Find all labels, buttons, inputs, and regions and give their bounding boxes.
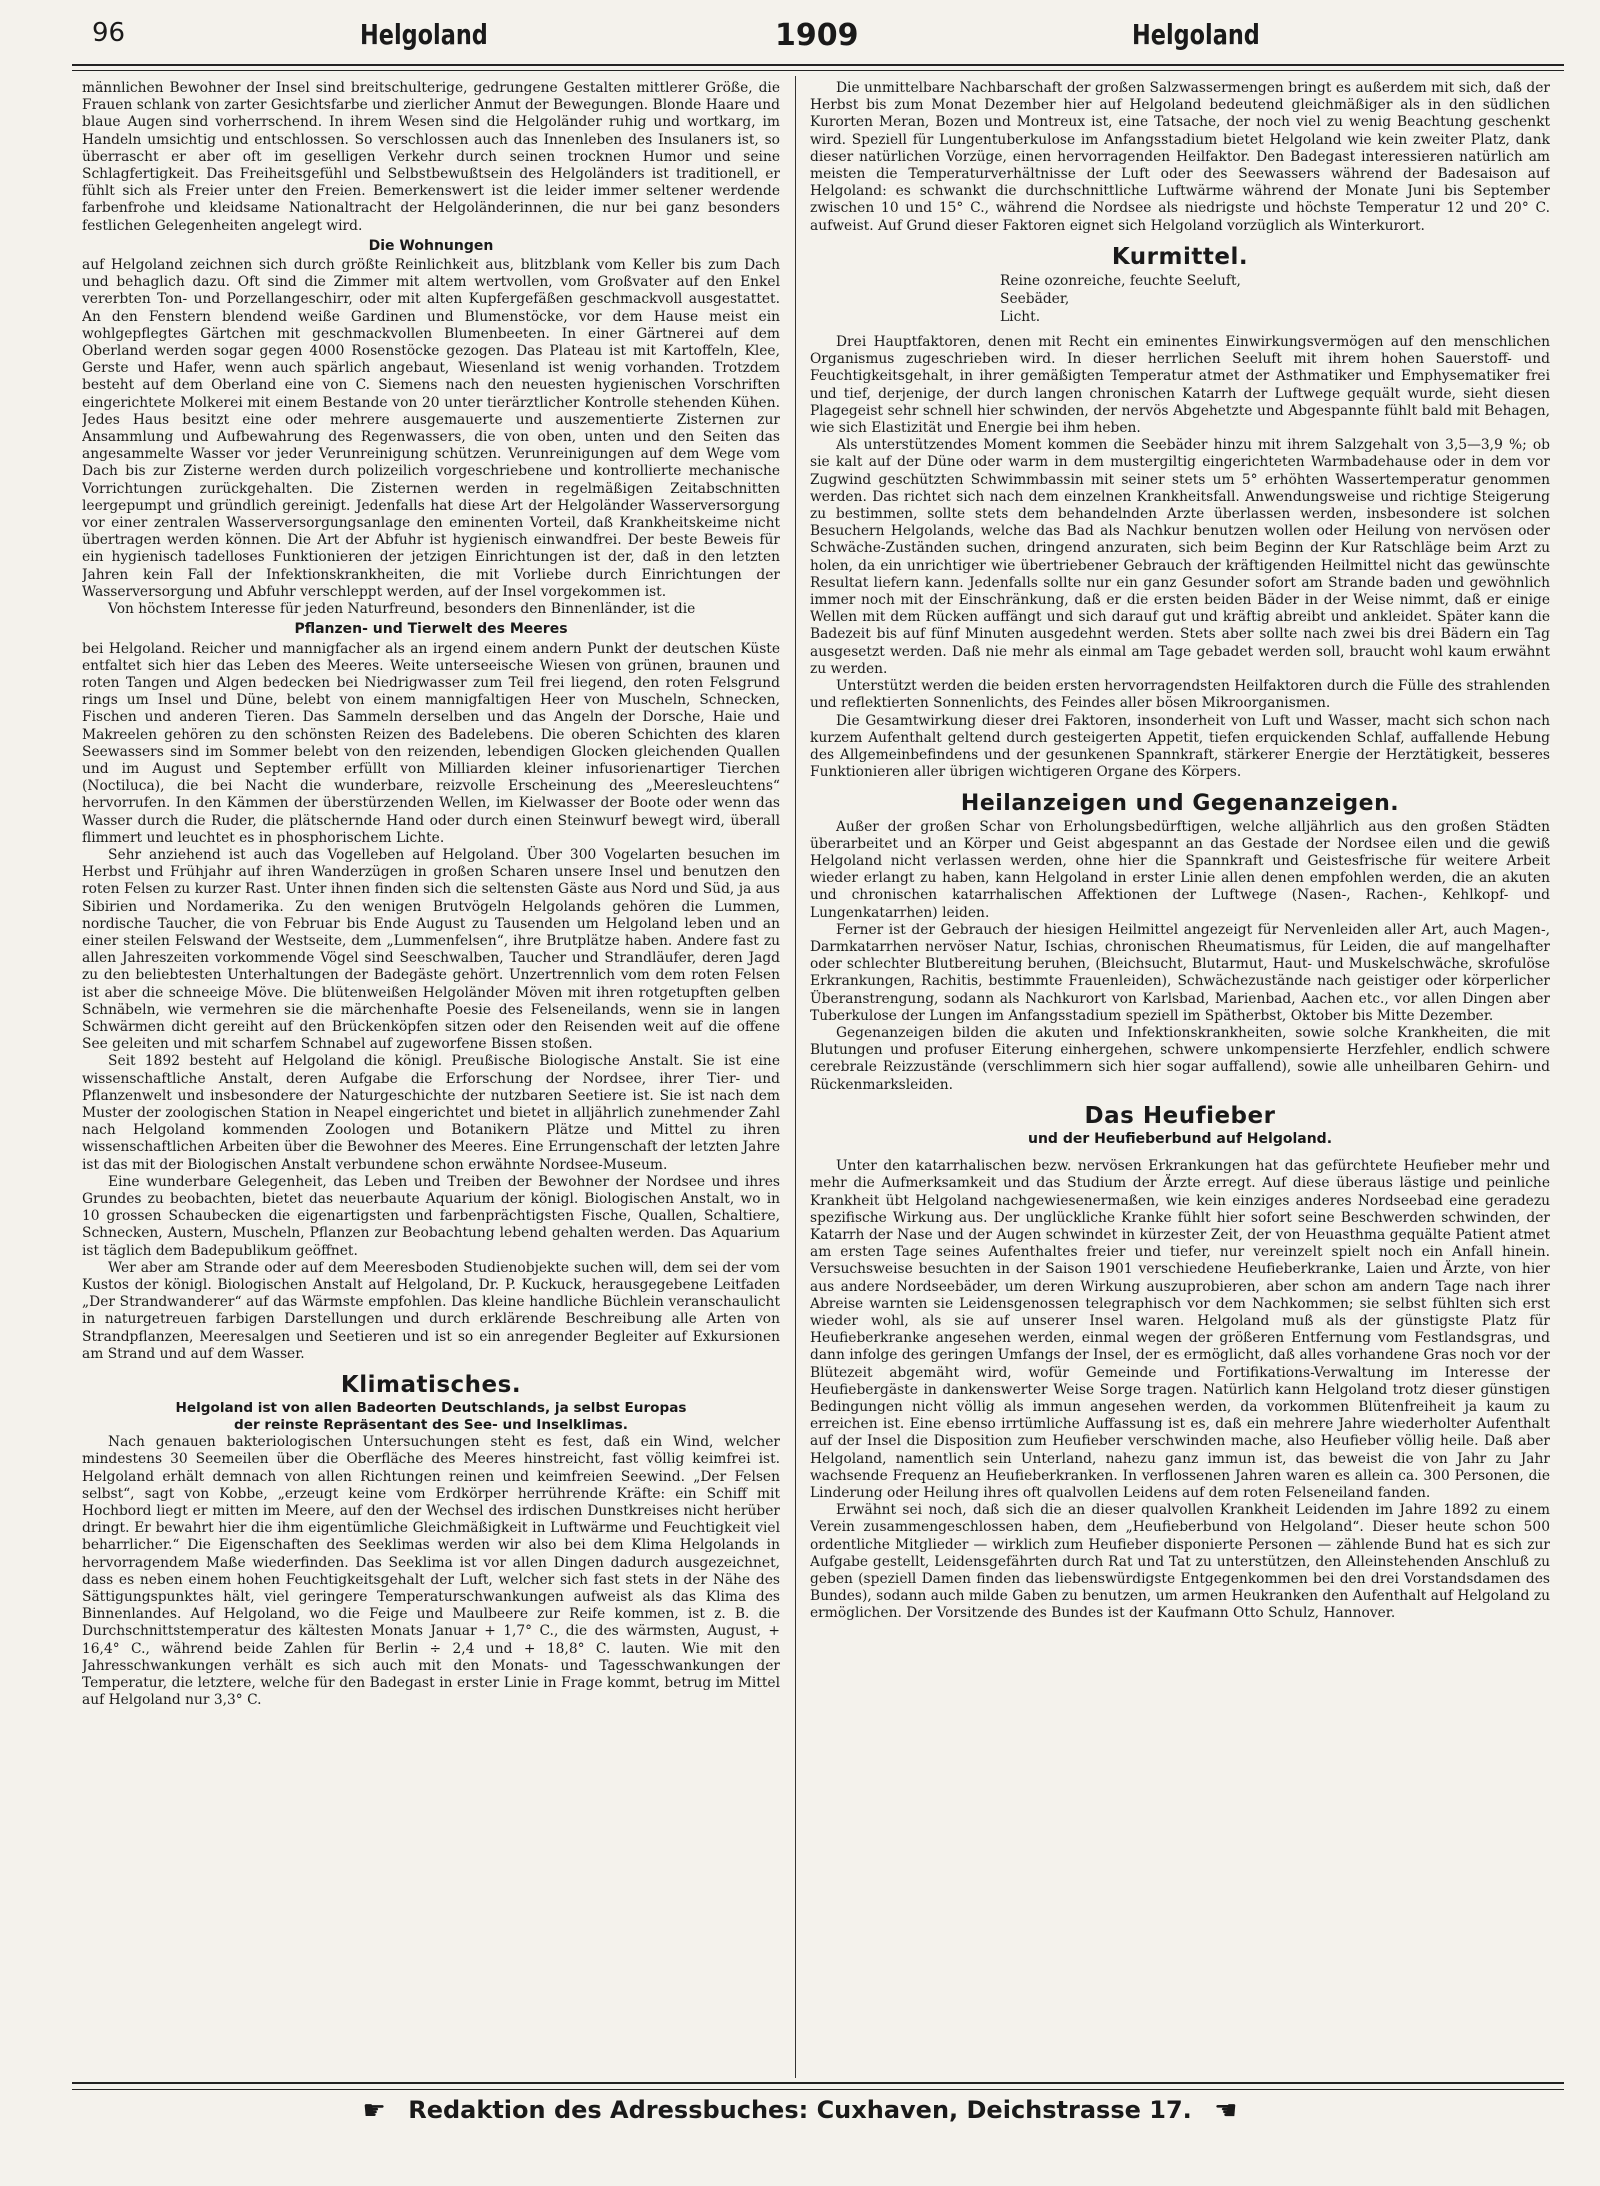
left-running-title: Helgoland bbox=[360, 18, 488, 51]
page-number: 96 bbox=[92, 18, 126, 48]
paragraph-herbst: Die unmittelbare Nachbarschaft der großen Salzwassermengen bringt es außerdem mit sich, daß der Herbst bis zum Monat Dezember hier auf Helgoland bedeutend gleichmäßiger als in den südlichen Kurorten Meran, Bozen und Montreux ist, eine Tatsache, der noch viel zu wenig Beachtung geschenkt wird. Speziell für Lungentuberkulose im Anfangsstadium bietet Helgoland wie kein zweiter Platz, dank dieser natürlichen Vorzüge, einen hervorragenden Heilfaktor. Den Badegast interessieren natürlich am meisten die Temperaturverhältnisse der Luft oder des Seewassers während der Badesaison auf Helgoland: es schwankt die durchschnittliche Luftwärme während der Monate Juni bis September zwischen 10 und 15° C., während die Nordsee als niedrigste und höchste Temperatur 12 und 20° C. aufweist. Auf Grund dieser Faktoren eignet sich Helgoland vorzüglich als Winterkurort. bbox=[810, 80, 1550, 234]
left-column bbox=[82, 80, 780, 2075]
subheading-heufieberbund: und der Heufieberbund auf Helgoland. bbox=[1027, 1130, 1333, 1147]
heading-wohnungen: Die Wohnungen bbox=[368, 237, 494, 254]
paragraph-seebaeder: Als unterstützendes Moment kommen die Seebäder hinzu mit ihrem Salzgehalt von 3,5—3,9 %; ob sie kalt auf der Düne oder warm in dem mustergiltig eingerichteten Warmbadehause oder in dem vor Zugwind geschützten Schwimmbassin mit seiner stets um 5° erhöhten Wassertemperatur genommen werden. Das richtet sich nach dem einzelnen Krankheitsfall. Anwendungsweise und richtige Steigerung zu bestimmen, sollte stets dem behandelnden Arzte überlassen werden, insbesondere ist solchen Besuchern Helgolands, welche das Bad als Nachkur benutzen wollen oder Heilung von nervösen oder Schwäche-Zuständen suchen, dringend anzuraten, sich beim Beginn der Kur Ratschläge beim Arzt zu holen, da ein unrichtiger wie übertriebener Gebrauch der kräftigenden Heilmittel nicht das gewünschte Resultat liefern kann. Jedenfalls sollte nur ein ganz Gesunder sofort am Strande baden und gewöhnlich immer noch mit der Einschränkung, daß er die ersten beiden Bäder in der Weise nimmt, daß er einige Wellen mit dem Rücken auffängt und sich darauf gut und kräftig abreibt und ankleidet. Später kann die Badezeit bis auf fünf Minuten ausgedehnt werden. Stets aber sollte nach zwei bis drei Bädern ein Tag ausgesetzt werden. Daß nie mehr als einmal am Tage gebadet werden soll, braucht wohl kaum erwähnt zu werden. bbox=[810, 437, 1550, 677]
paragraph-vogelleben: Sehr anziehend ist auch das Vogelleben auf Helgoland. Über 300 Vogelarten besuchen im Herbst und Frühjahr auf ihren Wanderzügen in großen Scharen unsere Insel und benutzen den roten Felsen zu kurzer Rast. Unter ihnen finden sich die seltensten Gäste aus Nord und Süd, ja aus Sibirien und Nordamerika. Zu den wenigen Brutvögeln Helgolands gehören die Lummen, nordische Taucher, die von Februar bis Ende August zu Tausenden um Helgoland leben und an einer steilen Felswand der Westseite, dem „Lummenfelsen“, ihre Brutplätze haben. Andere fast zu allen Jahreszeiten vorkommende Vögel sind Seeschwalben, Taucher und Strandläufer, deren Jagd zu den beliebtesten Unterhaltungen der Badegäste gehört. Unzertrennlich vom dem roten Felsen ist aber die schneeige Möve. Die blütenweißen Helgoländer Möven mit ihren rotgetupften gelben Schnäbeln, wie vermehren sie die märchenhafte Poesie des Felseneilands, wenn sie in langen Schwärmen dicht gereiht auf den Brückenköpfen sitzen oder den Reisenden weit auf die offene See geleiten und mit scharfem Schnabel auf zugeworfene Bissen stoßen. bbox=[82, 846, 780, 1053]
footer-banner bbox=[0, 2096, 1600, 2136]
paragraph-hauptfaktoren: Drei Hauptfaktoren, denen mit Recht ein eminentes Einwirkungsvermögen auf den menschlichen Organismus zugeschrieben wird. In dieser herrlichen Seeluft mit ihrem hohen Sauerstoff- und Feuchtigkeitsgehalt, in ihrer gemäßigten Temperatur atmet der Asthmatiker und Emphysematiker frei und tief, derjenige, der durch langen chronischen Katarrh der Luftwege gequält wurde, sieht diesen Plagegeist sehr schnell hier schwinden, der nervös Abgehetzte und Abgespannte fühlt bald mit Behagen, wie sich Elastizität und Energie bei ihm heben. bbox=[810, 334, 1550, 437]
pointing-hand-left-icon: ☚ bbox=[1214, 2096, 1238, 2126]
paragraph-gegenanzeigen: Gegenanzeigen bilden die akuten und Infektionskrankheiten, sowie solche Krankheiten, die mit Blutungen und profuser Eiterung einhergehen, schwere unkompensierte Herzfehler, endlich schwere cerebrale Reizzustände (verschlimmern sich hier sogar auffallend), sowie alle unheilbaren Gehirn- und Rückenmarksleiden. bbox=[810, 1024, 1550, 1093]
heading-heufieber: Das Heufieber bbox=[1084, 1102, 1276, 1129]
paragraph-sonnenlicht: Unterstützt werden die beiden ersten hervorragendsten Heilfaktoren durch die Fülle des strahlenden und reflektierten Sonnenlichts, des Feindes aller bösen Mikroorganismen. bbox=[810, 678, 1550, 712]
heading-kurmittel: Kurmittel. bbox=[1111, 243, 1249, 270]
klima-intro-line-2: der reinste Repräsentant des See- und Inselklimas. bbox=[234, 1417, 628, 1434]
paragraph-gesamtwirkung: Die Gesamtwirkung dieser drei Faktoren, insonderheit von Luft und Wasser, macht sich schon nach kurzem Aufenthalt geltend durch gesteigerten Appetit, tiefen erquickenden Schlaf, auffallende Hebung des Allgemeinbefindens und der gesunkenen Spannkraft, stärkerer Energie der Herztätigkeit, besseres Funktionieren aller übrigen wichtigeren Organe des Körpers. bbox=[810, 712, 1550, 781]
paragraph-erholung: Außer der großen Schar von Erholungsbedürftigen, welche alljährlich aus den großen Städten überarbeitet und an Körper und Geist abgespannt an das Gestade der Nordsee eilen und die gewiß Helgoland nicht verlassen werden, ohne hier die Spannkraft und Geistesfrische für weitere Arbeit wieder erlangt zu haben, kann Helgoland in erster Linie allen denen empfohlen werden, die an akuten und chronischen katarrhalischen Affektionen der Luftwege (Nasen-, Rachen-, Kehlkopf- und Lungenkatarrhen) leiden. bbox=[810, 818, 1550, 921]
column-separator bbox=[795, 76, 796, 2078]
heading-heilanzeigen: Heilanzeigen und Gegenanzeigen. bbox=[960, 791, 1400, 817]
paragraph-naturfreund: Von höchstem Interesse für jeden Naturfreund, besonders den Binnenländer, ist die bbox=[108, 601, 696, 618]
right-column bbox=[810, 80, 1550, 2075]
paragraph-inhabitants: männlichen Bewohner der Insel sind breitschulterige, gedrungene Gestalten mittlerer Größe, die Frauen schlank von zarter Gesichtsfarbe und zierlicher Anmut der Bewegungen. Blonde Haare und blaue Augen sind vorherrschend. In ihrem Wesen sind die Helgoländer ruhig und wortkarg, im Handeln umsichtig und entschlossen. So verschlossen auch das Innenleben des Insulaners ist, so überrascht er aber oft im geselligen Verkehr durch seinen trocknen Humor und seine Schlagfertigkeit. Das Freiheitsgefühl und Selbstbewußtsein des Helgoländers ist traditionell, er fühlt sich als Freier unter den Freien. Bemerkenswert ist die leider immer seltener werdende farbenfrohe und kleidsame Nationaltracht der Helgoländerinnen, die nur bei ganz besonders festlichen Gelegenheiten angelegt wird. bbox=[82, 80, 780, 234]
header-rule-thin bbox=[72, 70, 1564, 71]
year-title: 1909 bbox=[775, 18, 859, 53]
paragraph-wohnungen: auf Helgoland zeichnen sich durch größte Reinlichkeit aus, blitzblank vom Keller bis zum Dach und behaglich dazu. Oft sind die Zimmer mit altem wertvollen, vom Großvater auf den Enkel vererbten Ton- und Porzellangeschirr, oder mit alten Kupfergefäßen geschmackvoll ausgestattet. An den Fenstern blendend weiße Gardinen und Blumenstöcke, vor dem Hause meist ein wohlgepflegtes Gärtchen mit geschmackvollen Blumenbeeten. In einer Gärtnerei auf dem Oberland werden sogar gegen 4000 Rosenstöcke gezogen. Das Plateau ist mit Kartoffeln, Klee, Gerste und Hafer, wenn auch spärlich angebaut, Wiesenland ist wenig vorhanden. Trotzdem besteht auf dem Oberland eine von C. Siemens nach den neuesten hygienischen Vorschriften eingerichtete Molkerei mit einem Bestande von 20 unter tierärztlicher Kontrolle stehenden Kühen. Jedes Haus besitzt eine oder mehrere ausgemauerte und auszementierte Zisternen zur Ansammlung und Aufbewahrung des Regenwassers, die von oben, unten und den Seiten das angesammelte Wasser vor jeder Verunreinigung schützen. Verunreinigungen auf dem Wege vom Dach bis zur Zisterne werden durch polizeilich vorgeschriebene und kontrollierte mechanische Vorrichtungen zurückgehalten. Die Zisternen werden in regelmäßigen Zeitabschnitten leergepumpt und gründlich gereinigt. Jedenfalls hat diese Art der Helgoländer Wasserversorgung vor einer zentralen Wasserversorgungsanlage den eminenten Vorteil, daß Krankheitskeime nicht übertragen werden können. Die Art der Abfuhr ist hygienisch einwandfrei. Der beste Beweis für ein hygienisch tadelloses Funktionieren der jetzigen Einrichtungen ist der, daß in den letzten Jahren kein Fall der Infektionskrankheiten, die mit Vorliebe durch Einrichtungen der Wasserversorgung und Abfuhr verschleppt werden, auf der Insel vorgekommen ist. bbox=[82, 257, 780, 600]
header-rule bbox=[72, 64, 1564, 66]
footer-rule bbox=[72, 2082, 1564, 2084]
paragraph-biologische-anstalt: Seit 1892 besteht auf Helgoland die königl. Preußische Biologische Anstalt. Sie ist eine wissenschaftliche Anstalt, deren Aufgabe die Erforschung der Nordsee, ihrer Tier- und Pflanzenwelt und insbesondere der Naturgeschichte der nutzbaren Seetiere ist. Sie ist nach dem Muster der zoologischen Station in Neapel eingerichtet und bietet in alljährlich zunehmender Zahl nach Helgoland kommenden Zoologen und Botanikern Plätze und Mittel zu ihren wissenschaftlichen Arbeiten über die Bewohner des Meeres. Eine Errungenschaft der letzten Jahre ist das mit der Biologischen Anstalt verbundene schon erwähnte Nordsee-Museum. bbox=[82, 1053, 780, 1173]
kurmittel-item: Seebäder, bbox=[1000, 291, 1070, 308]
pointing-hand-right-icon: ☛ bbox=[362, 2096, 386, 2126]
footer-rule-thin bbox=[72, 2089, 1564, 2090]
kurmittel-list bbox=[1000, 272, 1550, 326]
heading-pflanzen-tierwelt: Pflanzen- und Tierwelt des Meeres bbox=[294, 621, 568, 638]
paragraph-meeresleben: bei Helgoland. Reicher und mannigfacher als an irgend einem andern Punkt der deutschen Küste entfaltet sich hier das Leben des Meeres. Weite unterseeische Wiesen von grünen, braunen und roten Tangen und Algen bedecken bei Niedrigwasser zum Teil frei liegend, den roten Felsgrund rings um Insel und Düne, belebt von einem mannigfaltigen Heer von Muscheln, Schnecken, Fischen und anderen Tieren. Das Sammeln derselben und das Angeln der Dorsche, Haie und Makreelen gehören zu den schönsten Reizen des Badelebens. Die oberen Schichten des klaren Seewassers sind im Sommer belebt von den reizenden, lebendigen Glocken gleichenden Quallen und im August und September erfüllt von Milliarden kleiner infusorienartiger Tierchen (Noctiluca), die bei Nacht die wunderbare, reizvolle Erscheinung des „Meeresleuchtens“ hervorrufen. In den Kämmen der überstürzenden Wellen, im Kielwasser der Boote oder wenn das Wasser durch die Ruder, die plätschernde Hand oder durch einen Steinwurf bewegt wird, überall flimmert und leuchtet es in phosphorischem Lichte. bbox=[82, 640, 780, 846]
paragraph-strandwanderer: Wer aber am Strande oder auf dem Meeresboden Studienobjekte suchen will, dem sei der vom Kustos der königl. Biologischen Anstalt auf Helgoland, Dr. P. Kuckuck, herausgegebene Leitfaden „Der Strandwanderer“ auf das Wärmste empfohlen. Das kleine handliche Büchlein veranschaulicht in naturgetreuen farbigen Darstellungen und durch erklärende Beschreibung alle Arten von Strandpflanzen, Meeresalgen und Seetieren und ist so ein anregender Begleiter auf Exkursionen am Strand und auf dem Wasser. bbox=[82, 1259, 780, 1362]
right-running-title: Helgoland bbox=[1132, 18, 1260, 51]
paragraph-aquarium: Eine wunderbare Gelegenheit, das Leben und Treiben der Bewohner der Nordsee und ihres Grundes zu beobachten, bietet das neuerbaute Aquarium der königl. Biologischen Anstalt, wo in 10 grossen Schaubecken die eigenartigsten und farbenprächtigsten Fische, Quallen, Schaltiere, Schnecken, Austern, Muscheln, Pflanzen zur Beobachtung lebend gehalten werden. Das Aquarium ist täglich dem Badepublikum geöffnet. bbox=[82, 1173, 780, 1259]
paragraph-heufieber: Unter den katarrhalischen bezw. nervösen Erkrankungen hat das gefürchtete Heufieber mehr und mehr die Aufmerksamkeit und das Studium der Ärzte erregt. Auf diese überaus lästige und peinliche Krankheit übt Helgoland nachgewiesenermaßen, wie kein einziges anderes Nordseebad eine geradezu spezifische Wirkung aus. Der unglückliche Kranke fühlt hier sofort seine Beschwerden schwinden, der Katarrh der Nase und der Augen schwindet in kürzester Zeit, der von Heuasthma gequälte Patient atmet am ersten Tage seines Aufenthaltes freier und tiefer, nur vereinzelt spielt noch ein Anfall hinein. Versuchsweise besuchten in der Saison 1901 verschiedene Heufieberkranke, Laien und Ärzte, von hier aus andere Nordseebäder, um deren Wirkung auszuprobieren, aber schon am andern Tage nach ihrer Abreise warnten sie Leidensgenossen telegraphisch vor dem Nachkommen; sie selbst fühlten sich erst wieder wohl, als sie auf unserer Insel waren. Helgoland muß als der günstigste Platz für Heufieberkranke angesehen werden, einmal wegen der größeren Entfernung vom Festlandsgras, und dann infolge des geringen Umfangs der Insel, der es ermöglicht, daß alles vorhandene Gras noch vor der Blütezeit abgemäht wird, wofür Gemeinde und Fortifikations-Verwaltung im Interesse der Heufiebergäste in dankenswerter Weise Sorge tragen. Natürlich kann Helgoland trotz dieser günstigen Bedingungen nicht völlig als immun angesehen werden, da vorkommen Blütenfreiheit ja kaum zu erreichen ist. Eine ebenso irrtümliche Auffassung ist es, daß ein mehrere Jahre wiederholter Aufenthalt auf der Insel die Disposition zum Heufieber verschwinden mache, also Heufieber völlig heile. Daß aber Helgoland, namentlich sein Unterland, nahezu ganz immun ist, das beweist die von Jahr zu Jahr wachsende Frequenz an Heufieberkranken. In verflossenen Jahren waren es allein ca. 300 Personen, die Linderung oder Heilung ihres oft qualvollen Leidens auf dem roten Felseneiland fanden. bbox=[810, 1158, 1550, 1502]
klima-intro-line-1: Helgoland ist von allen Badeorten Deutschlands, ja selbst Europas bbox=[175, 1400, 687, 1417]
kurmittel-item: Reine ozonreiche, feuchte Seeluft, bbox=[1000, 273, 1241, 290]
kurmittel-item: Licht. bbox=[1000, 309, 1041, 326]
heading-klimatisches: Klimatisches. bbox=[340, 1372, 522, 1399]
footer-address: Redaktion des Adressbuches: Cuxhaven, Deichstrasse 17. bbox=[408, 2096, 1192, 2124]
paragraph-nervenleiden: Ferner ist der Gebrauch der hiesigen Heilmittel angezeigt für Nervenleiden aller Art, auch Magen-, Darmkatarrhen nervöser Natur, Ischias, chronischen Rheumatismus, für Leiden, die auf mangelhafter oder schlechter Blutbereitung beruhen, (Bleichsucht, Blutarmut, Haut- und Muskelschwäche, skrofulöse Erkrankungen, Rachitis, bestimmte Frauenleiden), Schwächezustände nach geistiger oder körperlicher Überanstrengung, sodann als Nachkurort von Karlsbad, Marienbad, Aachen etc., vor allen Dingen aber Tuberkulose der Lungen im Anfangsstadium speziell im Spätherbst, Oktober bis Mitte Dezember. bbox=[810, 921, 1550, 1024]
paragraph-seeklima: Nach genauen bakteriologischen Untersuchungen steht es fest, daß ein Wind, welcher mindestens 30 Seemeilen über die Oberfläche des Meeres hinstreicht, fast völlig keimfrei ist. Helgoland erhält demnach von allen Richtungen reinen und keimfreien Seewind. „Der Felsen selbst“, sagt von Kobbe, „erzeugt keine vom Erdkörper herrührende Kräfte: ein Schiff mit Hochbord liegt er mitten im Meere, auf den der Wechsel des irdischen Dunstkreises nicht herüber dringt. Er bewahrt hier die ihm eigentümliche Gleichmäßigkeit in Luftwärme und Feuchtigkeit viel beharrlicher.“ Die Eigenschaften des Seeklimas werden wir also bei dem Klima Helgolands in hervorragendem Maße wiederfinden. Das Seeklima ist vor allen Dingen dadurch ausgezeichnet, dass es neben einem hohen Feuchtigkeitsgehalt der Luft, welcher sich fast stets in der Nähe des Sättigungspunktes hält, viel geringere Temperaturschwankungen aufweist als das Klima des Binnenlandes. Auf Helgoland, wo die Feige und Maulbeere zur Reife kommen, ist z. B. die Durchschnittstemperatur des kältesten Monats Januar + 1,7° C., die des wärmsten, August, + 16,4° C., während beide Zahlen für Berlin ÷ 2,4 und + 18,8° C. lauten. Wie mit den Jahresschwankungen verhält es sich auch mit den Monats- und Tagesschwankungen der Temperatur, die letztere, welche für den Badegast in erster Linie in Frage kommt, betrug im Mittel auf Helgoland nur 3,3° C. bbox=[82, 1434, 780, 1709]
running-head bbox=[70, 18, 1560, 58]
paragraph-heufieberbund: Erwähnt sei noch, daß sich die an dieser qualvollen Krankheit Leidenden im Jahre 1892 zu einem Verein zusammengeschlossen haben, dem „Heufieberbund von Helgoland“. Dieser heute schon 500 ordentliche Mitglieder — wirklich zum Heufieber disponierte Personen — zählende Bund hat es sich zur Aufgabe gestellt, Leidensgefährten durch Rat und Tat zu unterstützen, den Alleinstehenden Anschluß zu geben (speziell Damen finden das liebenswürdigste Entgegenkommen bei den drei Vorstandsdamen des Bundes), sodann auch milde Gaben zu benutzen, um armen Heukranken den Aufenthalt auf Helgoland zu ermöglichen. Der Vorsitzende des Bundes ist der Kaufmann Otto Schulz, Hannover. bbox=[810, 1502, 1550, 1622]
